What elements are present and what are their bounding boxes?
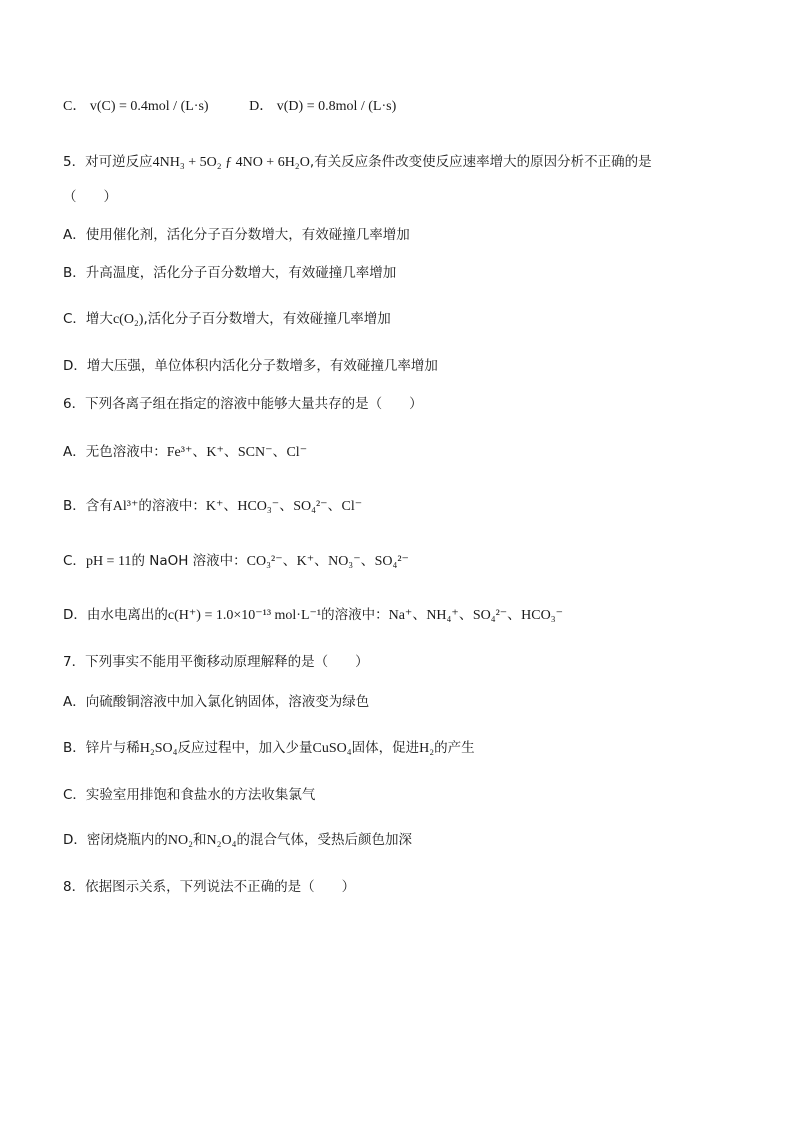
q5-reaction: 4NH₃ + 5O₂ ƒ 4NO + 6H₂O bbox=[152, 155, 310, 170]
q7-option-b-formula-3: H₂ bbox=[419, 741, 435, 756]
q5-option-c bbox=[63, 310, 391, 329]
q6-option-d-ions: Na⁺、NH₄⁺、SO₄²⁻、HCO₃⁻ bbox=[388, 608, 564, 623]
q4-options-cd bbox=[63, 97, 396, 116]
q6-option-a bbox=[63, 443, 307, 462]
q8-stem: 8．依据图示关系，下列说法不正确的是（ ） bbox=[63, 879, 356, 895]
q7-stem: 7．下列事实不能用平衡移动原理解释的是（ ） bbox=[63, 654, 369, 670]
q7-option-b-text-4: 的产生 bbox=[434, 740, 475, 756]
q6-option-b bbox=[63, 497, 362, 516]
q4-option-d: D． v(D) = 0.8mol / (L·s) bbox=[249, 99, 397, 114]
q6-option-c-ions: CO₃²⁻、K⁺、NO₃⁻、SO₄²⁻ bbox=[246, 554, 409, 569]
q5-paren: （ ） bbox=[63, 189, 117, 205]
q7-option-d-text-2: 和 bbox=[193, 832, 207, 848]
q6-option-c-mid: 的 NaOH 溶液中： bbox=[131, 553, 247, 569]
q5-option-b: B．升高温度，活化分子百分数增大，有效碰撞几率增加 bbox=[63, 265, 397, 281]
q7-option-d bbox=[63, 831, 412, 850]
q5-option-a: A．使用催化剂，活化分子百分数增大，有效碰撞几率增加 bbox=[63, 227, 410, 243]
q6-option-d-concentration: c(H⁺) = 1.0×10⁻¹³ mol·L⁻¹ bbox=[167, 608, 322, 623]
q6-option-a-prefix: A．无色溶液中： bbox=[63, 444, 167, 460]
q7-option-d-formula-2: N₂O₄ bbox=[206, 833, 237, 848]
q6-option-a-ions: Fe³⁺、K⁺、SCN⁻、Cl⁻ bbox=[166, 445, 308, 460]
q6-option-d bbox=[63, 606, 563, 625]
q5-stem bbox=[63, 153, 652, 172]
q7-option-b-formula-1: H₂SO₄ bbox=[139, 741, 178, 756]
q7-option-b-text-1: B．锌片与稀 bbox=[63, 740, 140, 756]
q6-option-b-ion: Al³⁺ bbox=[112, 499, 139, 514]
q7-option-d-text-3: 的混合气体，受热后颜色加深 bbox=[236, 832, 412, 848]
q5-stem-suffix: ,有关反应条件改变使反应速率增大的原因分析不正确的是 bbox=[309, 154, 652, 170]
q5-stem-prefix: 5．对可逆反应 bbox=[63, 154, 153, 170]
q5-option-c-suffix: ,活化分子百分数增大，有效碰撞几率增加 bbox=[143, 311, 391, 327]
q7-option-b bbox=[63, 739, 475, 758]
q6-stem: 6．下列各离子组在指定的溶液中能够大量共存的是（ ） bbox=[63, 396, 423, 412]
q7-option-c: C．实验室用排饱和食盐水的方法收集氯气 bbox=[63, 787, 316, 803]
q6-option-d-prefix: D．由水电离出的 bbox=[63, 607, 168, 623]
q4-option-c: C． v(C) = 0.4mol / (L·s) bbox=[63, 99, 209, 114]
q6-option-d-mid: 的溶液中： bbox=[321, 607, 389, 623]
q6-option-b-mid: 的溶液中： bbox=[138, 498, 206, 514]
q7-option-b-text-2: 反应过程中，加入少量 bbox=[177, 740, 313, 756]
q5-option-c-formula: c(O₂) bbox=[112, 312, 144, 327]
q7-option-a: A．向硫酸铜溶液中加入氯化钠固体，溶液变为绿色 bbox=[63, 694, 370, 710]
q6-option-b-prefix: B．含有 bbox=[63, 498, 113, 514]
q7-option-b-text-3: 固体，促进 bbox=[351, 740, 420, 756]
q5-option-d: D．增大压强，单位体积内活化分子数增多，有效碰撞几率增加 bbox=[63, 358, 438, 374]
q6-option-b-ions: K⁺、HCO₃⁻、SO₄²⁻、Cl⁻ bbox=[205, 499, 363, 514]
q6-option-c-prefix: C． bbox=[63, 553, 86, 569]
q5-option-c-prefix: C．增大 bbox=[63, 311, 113, 327]
q7-option-b-formula-2: CuSO₄ bbox=[312, 741, 352, 756]
q6-option-c-ph: pH = 11 bbox=[85, 554, 132, 569]
q7-option-d-text-1: D．密闭烧瓶内的 bbox=[63, 832, 168, 848]
q7-option-d-formula-1: NO₂ bbox=[167, 833, 194, 848]
q6-option-c bbox=[63, 552, 409, 571]
